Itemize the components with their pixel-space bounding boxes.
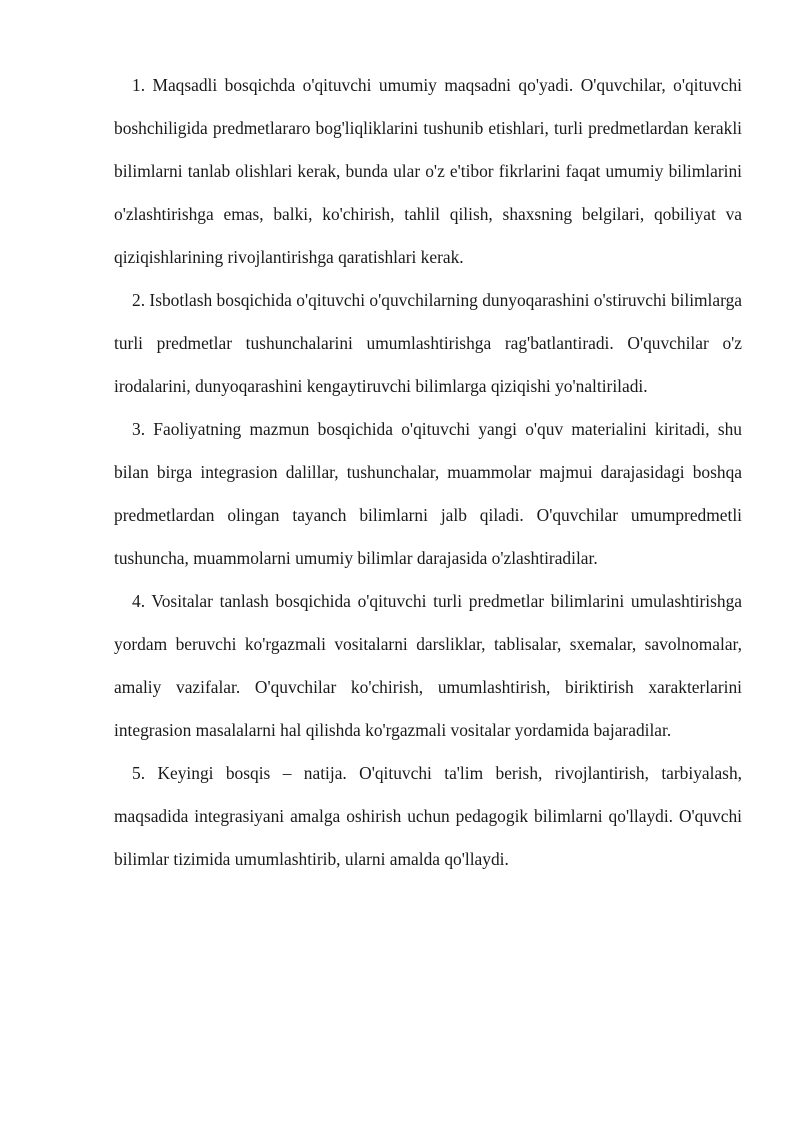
paragraph-step-5: 5. Keyingi bosqis – natija. O'qituvchi ta'lim berish, rivojlantirish, tarbiyalash, maqsadida integrasiyani amalga oshirish uchun pedagogik bilimlarni qo'llaydi. O'quvchi bilimlar tizimida umumlashtirib, ularni amalda qo'llaydi. <box>114 763 742 869</box>
paragraph-step-2: 2. Isbotlash bosqichida o'qituvchi o'quvchilarning dunyoqarashini o'stiruvchi bilimlarga turli predmetlar tushunchalarini umumlashtirishga rag'batlantiradi. O'quvchilar o'z irodalarini, dunyoqarashini kengaytiruvchi bilimlarga qiziqishi yo'naltiriladi. <box>114 290 742 396</box>
document-page <box>114 64 742 881</box>
paragraph-step-3: 3. Faoliyatning mazmun bosqichida o'qituvchi yangi o'quv materialini kiritadi, shu bilan birga integrasion dalillar, tushunchalar, muammolar majmui darajasidagi boshqa predmetlardan olingan tayanch bilimlarni jalb qiladi. O'quvchilar umumpredmetli tushuncha, muammolarni umumiy bilimlar darajasida o'zlashtiradilar. <box>114 419 742 568</box>
paragraph-step-4: 4. Vositalar tanlash bosqichida o'qituvchi turli predmetlar bilimlarini umulashtirishga yordam beruvchi ko'rgazmali vositalarni darsliklar, tablisalar, sxemalar, savolnomalar, amaliy vazifalar. O'quvchilar ko'chirish, umumlashtirish, biriktirish xarakterlarini integrasion masalalarni hal qilishda ko'rgazmali vositalar yordamida bajaradilar. <box>114 591 742 740</box>
paragraph-step-1: 1. Maqsadli bosqichda o'qituvchi umumiy maqsadni qo'yadi. O'quvchilar, o'qituvchi boshchiligida predmetlararo bog'liqliklarini tushunib etishlari, turli predmetlardan kerakli bilimlarni tanlab olishlari kerak, bunda ular o'z e'tibor fikrlarini faqat umumiy bilimlarini o'zlashtirishga emas, balki, ko'chirish, tahlil qilish, shaxsning belgilari, qobiliyat va qiziqishlarining rivojlantirishga qaratishlari kerak. <box>114 75 742 267</box>
